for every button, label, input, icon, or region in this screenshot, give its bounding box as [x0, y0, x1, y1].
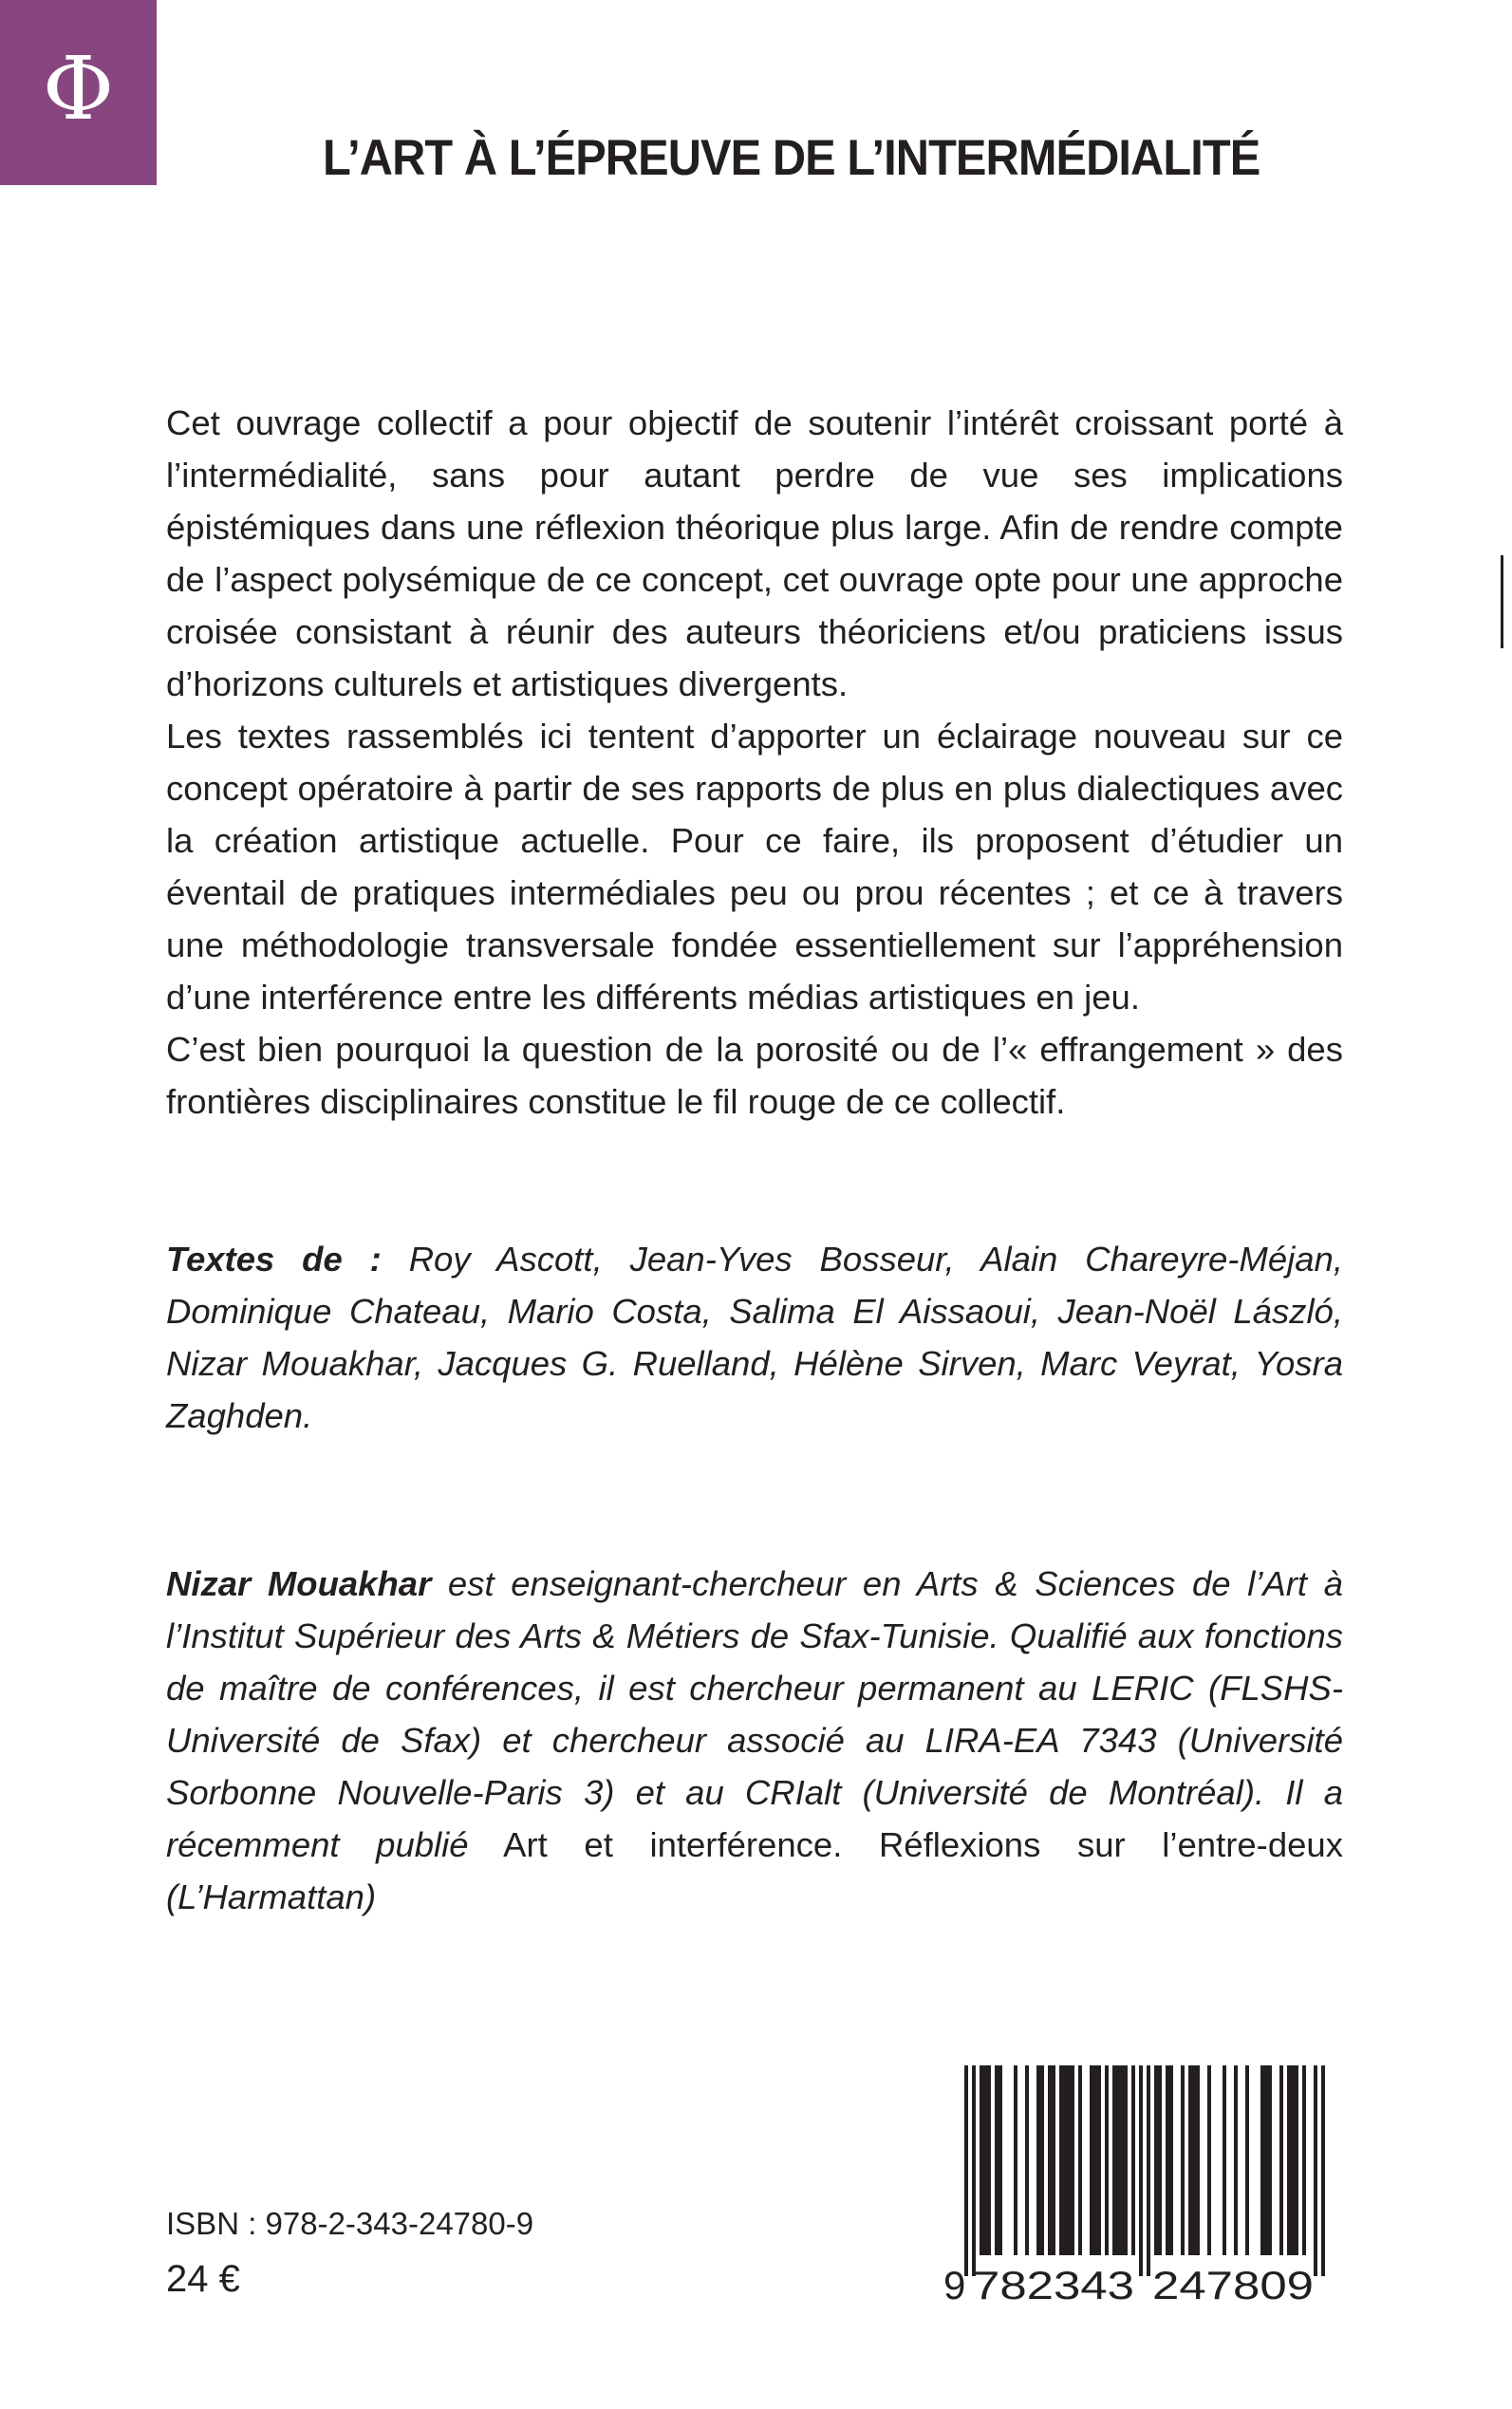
barcode-bar	[1207, 2065, 1211, 2255]
barcode-bar	[1052, 2065, 1055, 2255]
barcode-bar	[1295, 2065, 1298, 2255]
barcode-bar	[1188, 2065, 1192, 2255]
contributors-names: Roy Ascott, Jean-Yves Bosseur, Alain Chareyre-Méjan, Dominique Chateau, Mario Costa, Salima El Aissaoui, Jean-Noël László, Nizar Mouakhar, Jacques G. Ruelland, Hélène Sirven, Marc Veyrat, Yosra Zaghden.	[166, 1240, 1343, 1435]
barcode-bar	[1287, 2065, 1291, 2255]
summary-paragraph-3: C’est bien pourquoi la question de la porosité ou de l’« effrangement » des frontières disciplinaires constitue le fil rouge de ce collectif.	[166, 1030, 1343, 1121]
barcode-bar	[980, 2065, 983, 2255]
barcode-bar	[1120, 2065, 1124, 2255]
barcode-bar	[1063, 2065, 1067, 2255]
barcode-bar	[1124, 2065, 1128, 2255]
barcode-bar	[1036, 2065, 1040, 2255]
summary-paragraph-2: Les textes rassemblés ici tentent d’apporter un éclairage nouveau sur ce concept opératoire à partir de ses rapports de plus en plus dialectiques avec la création artistique actuelle. Pour ce faire, ils proposent d’étudier un éventail de pratiques intermédiales peu ou prou récentes ; et ce à travers une méthodologie transversale fondée essentiellement sur l’appréhension d’une interférence entre les différents médias artistiques en jeu.	[166, 717, 1343, 1017]
barcode-bar	[1260, 2065, 1264, 2255]
phi-logo-icon: Φ	[42, 37, 115, 140]
barcode-bar	[1097, 2065, 1101, 2255]
barcode-bar	[1245, 2065, 1249, 2255]
isbn: ISBN : 978-2-343-24780-9	[166, 2206, 534, 2241]
book-summary	[166, 397, 1343, 1128]
barcode-bar	[1048, 2065, 1052, 2255]
barcode-bar	[1112, 2065, 1116, 2255]
barcode-bar	[1067, 2065, 1071, 2255]
contributors-block	[166, 1233, 1343, 1442]
barcode-bar	[1131, 2065, 1135, 2255]
author-bio-body: est enseignant-chercheur en Arts & Sciences de l’Art à l’Institut Supérieur des Arts & Métiers de Sfax-Tunisie. Qualifié aux fonctions de maître de conférences, il est chercheur permanent au LERIC (FLSHS-Université de Sfax) et chercheur associé au LIRA-EA 7343 (Université Sorbonne Nouvelle-Paris 3) et au CRIalt (Université de Montréal). Il a récemment publié	[166, 1564, 1343, 1864]
barcode-bar	[1059, 2065, 1063, 2255]
spine-mark	[1501, 555, 1503, 648]
price: 24 €	[166, 2258, 240, 2300]
barcode-bars	[964, 2065, 1325, 2276]
barcode-bar	[987, 2065, 991, 2255]
barcode-bar	[983, 2065, 987, 2255]
barcode-bar	[1196, 2065, 1200, 2255]
barcode-bar	[1116, 2065, 1120, 2255]
barcode-bar	[1268, 2065, 1272, 2255]
contributors-text	[166, 1233, 1343, 1442]
summary-paragraph-1: Cet ouvrage collectif a pour objectif de soutenir l’intérêt croissant porté à l’intermédialité, sans pour autant perdre de vue ses implications épistémiques dans une réflexion théorique plus large. Afin de rendre compte de l’aspect polysémique de ce concept, cet ouvrage opte pour une approche croisée consistant à réunir des auteurs théoriciens et/ou praticiens issus d’horizons culturels et artistiques divergents.	[166, 403, 1343, 703]
barcode-bar	[999, 2065, 1002, 2255]
barcode-bar	[1192, 2065, 1196, 2255]
book-title: L’ART À L’ÉPREUVE DE L’INTERMÉDIALITÉ	[323, 130, 1260, 186]
barcode-bar	[1264, 2065, 1268, 2255]
barcode-guard-bar	[1314, 2065, 1317, 2276]
publisher-logo	[0, 0, 157, 185]
barcode	[940, 2065, 1342, 2305]
barcode-bar	[1025, 2065, 1029, 2255]
barcode-left-digits: 782343	[973, 2263, 1134, 2305]
barcode-bar	[1040, 2065, 1044, 2255]
barcode-guard-bar	[1321, 2065, 1325, 2276]
barcode-bar	[1105, 2065, 1109, 2255]
author-book-publisher: (L’Harmattan)	[166, 1877, 377, 1916]
barcode-guard-bar	[1139, 2065, 1143, 2276]
barcode-bar	[1090, 2065, 1093, 2255]
contributors-label: Textes de :	[166, 1240, 382, 1279]
barcode-bar	[1223, 2065, 1226, 2255]
barcode-bar	[1291, 2065, 1295, 2255]
author-name: Nizar Mouakhar	[166, 1564, 432, 1603]
barcode-guard-bar	[964, 2065, 968, 2276]
barcode-bar	[1014, 2065, 1017, 2255]
barcode-bar	[1158, 2065, 1162, 2255]
barcode-guard-bar	[1147, 2065, 1150, 2276]
barcode-bar	[1166, 2065, 1169, 2255]
author-book-title: Art et interférence. Réflexions sur l’entre-deux	[503, 1825, 1343, 1864]
barcode-right-digits: 247809	[1152, 2263, 1314, 2305]
barcode-bar	[1279, 2065, 1283, 2255]
barcode-bar	[1181, 2065, 1185, 2255]
barcode-bar	[1169, 2065, 1173, 2255]
barcode-bar	[1302, 2065, 1306, 2255]
barcode-bar	[995, 2065, 999, 2255]
author-bio	[166, 1558, 1343, 1923]
barcode-bar	[1093, 2065, 1097, 2255]
barcode-bar	[1154, 2065, 1158, 2255]
barcode-first-digit: 9	[943, 2263, 966, 2305]
barcode-guard-bar	[972, 2065, 976, 2276]
author-bio-text	[166, 1558, 1343, 1923]
barcode-bar	[1078, 2065, 1082, 2255]
barcode-bar	[1071, 2065, 1074, 2255]
barcode-bar	[1234, 2065, 1238, 2255]
